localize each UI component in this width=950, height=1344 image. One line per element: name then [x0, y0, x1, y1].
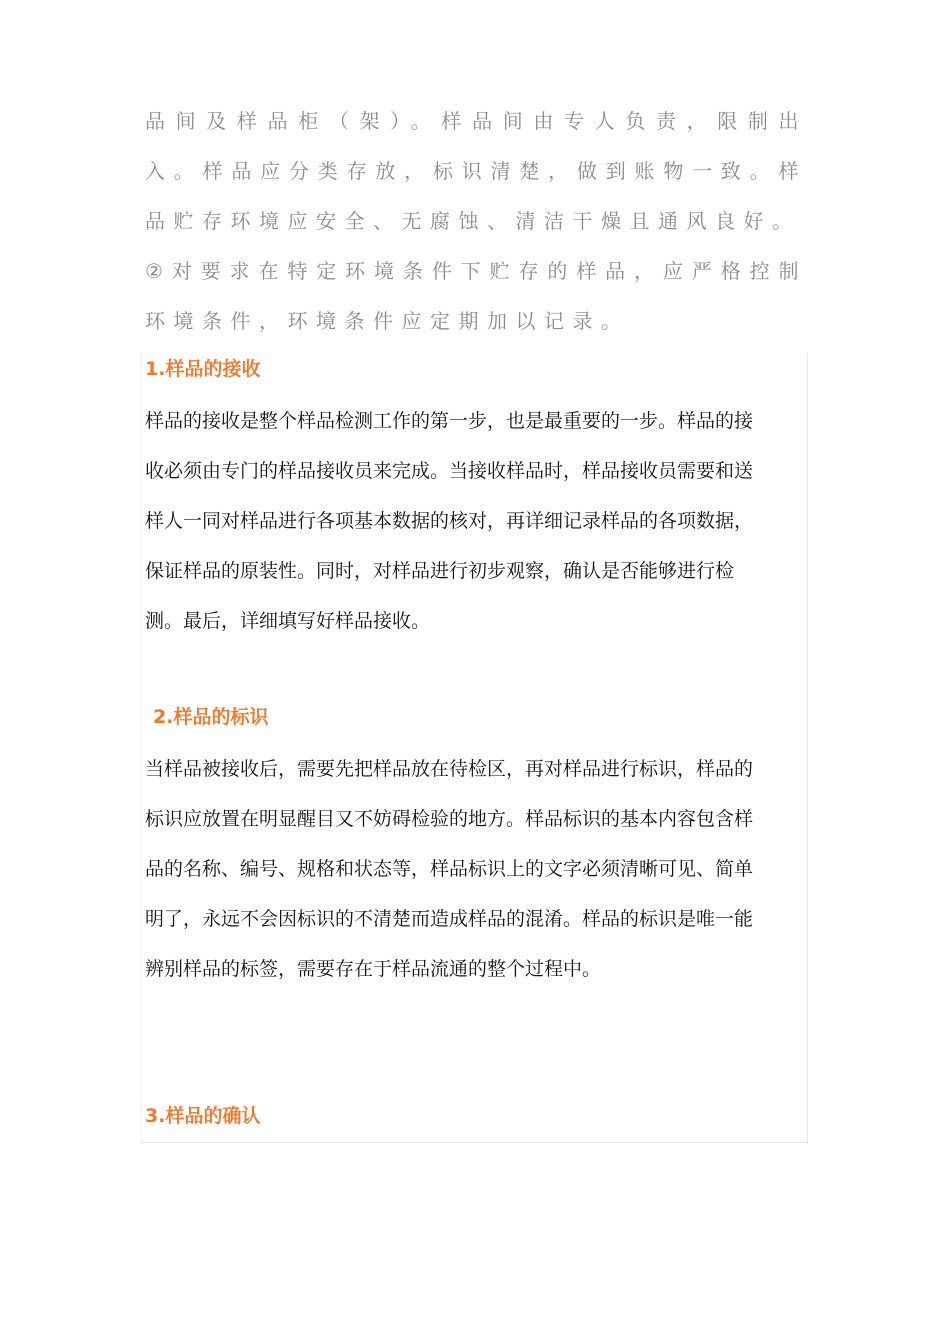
section-body: 当样品被接收后，需要先把样品放在待检区，再对样品进行标识，样品的标识应放置在明显醒目又不妨碍检验的地方。样品标识的基本内容包含样品的名称、编号、规格和状态等，样品标识上的文字必须清晰可见、简单明了，永远不会因标识的不清楚而造成样品的混淆。样品的标识是唯一能辨别样品的标签，需要存在于样品流通的整个过程中。	[145, 758, 754, 980]
intro-paragraph: 品间及样品柜（架）。样品间由专人负责，限制出入。样品应分类存放，标识清楚，做到账物一致。样品贮存环境应安全、无腐蚀、清洁干燥且通风良好。	[145, 109, 807, 233]
section-heading: 2.样品的标识	[153, 706, 269, 728]
content-box	[141, 354, 808, 1143]
section-heading: 3.样品的确认	[145, 1105, 261, 1127]
intro-paragraph: ②对要求在特定环境条件下贮存的样品，应严格控制环境条件，环境条件应定期加以记录。	[145, 259, 807, 333]
section-body: 样品的接收是整个样品检测工作的第一步，也是最重要的一步。样品的接收必须由专门的样品接收员来完成。当接收样品时，样品接收员需要和送样人一同对样品进行各项基本数据的核对，再详细记录样品的各项数据，保证样品的原装性。同时，对样品进行初步观察，确认是否能够进行检测。最后，详细填写好样品接收。	[145, 410, 754, 632]
section-heading: 1.样品的接收	[145, 358, 261, 380]
intro-text	[145, 96, 807, 346]
